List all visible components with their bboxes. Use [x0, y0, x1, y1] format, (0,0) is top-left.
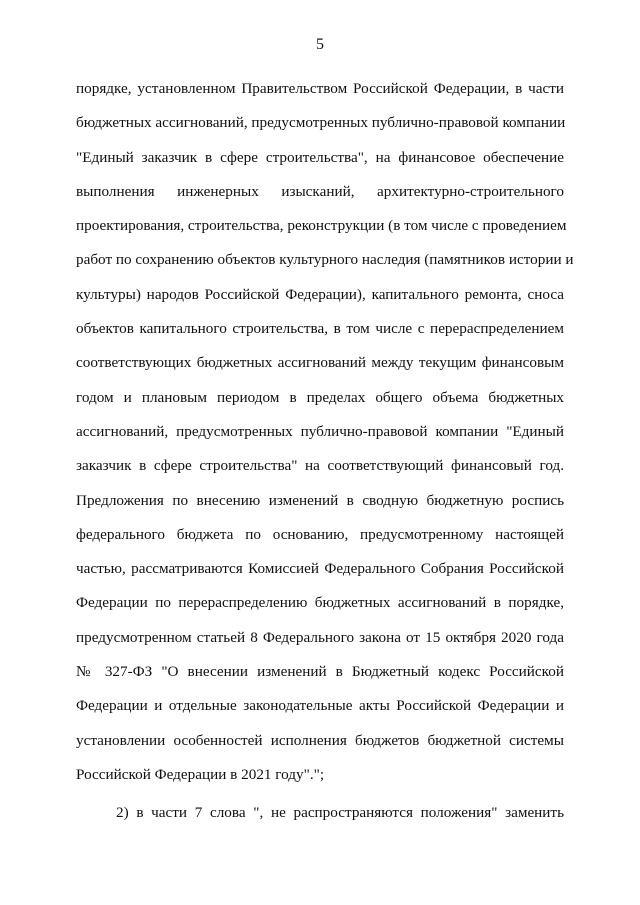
document-body: [76, 80, 574, 839]
text-line: объектов капитального строительства, в том числе с перераспределением: [76, 320, 564, 338]
text-line: № 327-ФЗ "О внесении изменений в Бюджетный кодекс Российской: [76, 663, 564, 681]
text-line: установлении особенностей исполнения бюджетов бюджетной системы: [76, 731, 564, 749]
list-item-2: 2) в части 7 слова ", не распространяются положения" заменить: [116, 804, 564, 822]
text-line: порядке, установленном Правительством Российской Федерации, в части: [76, 80, 564, 97]
text-line: работ по сохранению объектов культурного наследия (памятников истории и: [76, 251, 574, 269]
page-number: 5: [316, 36, 324, 53]
text-line: бюджетных ассигнований, предусмотренных публично-правовой компании: [76, 114, 566, 132]
text-line: Российской Федерации в 2021 году".";: [76, 765, 325, 783]
text-line: федерального бюджета по основанию, предусмотренному настоящей: [76, 525, 564, 543]
text-line: ассигнований, предусмотренных публично-правовой компании "Единый: [76, 422, 564, 440]
text-line: соответствующих бюджетных ассигнований между текущим финансовым: [76, 354, 564, 372]
text-line: Федерации и отдельные законодательные акты Российской Федерации и: [76, 697, 564, 715]
text-line: культуры) народов Российской Федерации), капитального ремонта, сноса: [76, 285, 564, 303]
text-line: проектирования, строительства, реконструкции (в том числе с проведением: [76, 217, 567, 235]
text-line: предусмотренном статьей 8 Федерального закона от 15 октября 2020 года: [76, 628, 564, 646]
text-line: Предложения по внесению изменений в сводную бюджетную роспись: [76, 491, 564, 509]
text-line: выполнения инженерных изысканий, архитектурно-строительного: [76, 182, 564, 200]
text-line: Федерации по перераспределению бюджетных ассигнований в порядке,: [76, 594, 564, 612]
text-line: годом и плановым периодом в пределах общего объема бюджетных: [76, 388, 564, 406]
text-line: "Единый заказчик в сфере строительства", на финансовое обеспечение: [76, 148, 564, 166]
text-line: частью, рассматриваются Комиссией Федерального Собрания Российской: [76, 560, 564, 578]
text-line: заказчик в сфере строительства" на соответствующий финансовый год.: [76, 457, 564, 475]
